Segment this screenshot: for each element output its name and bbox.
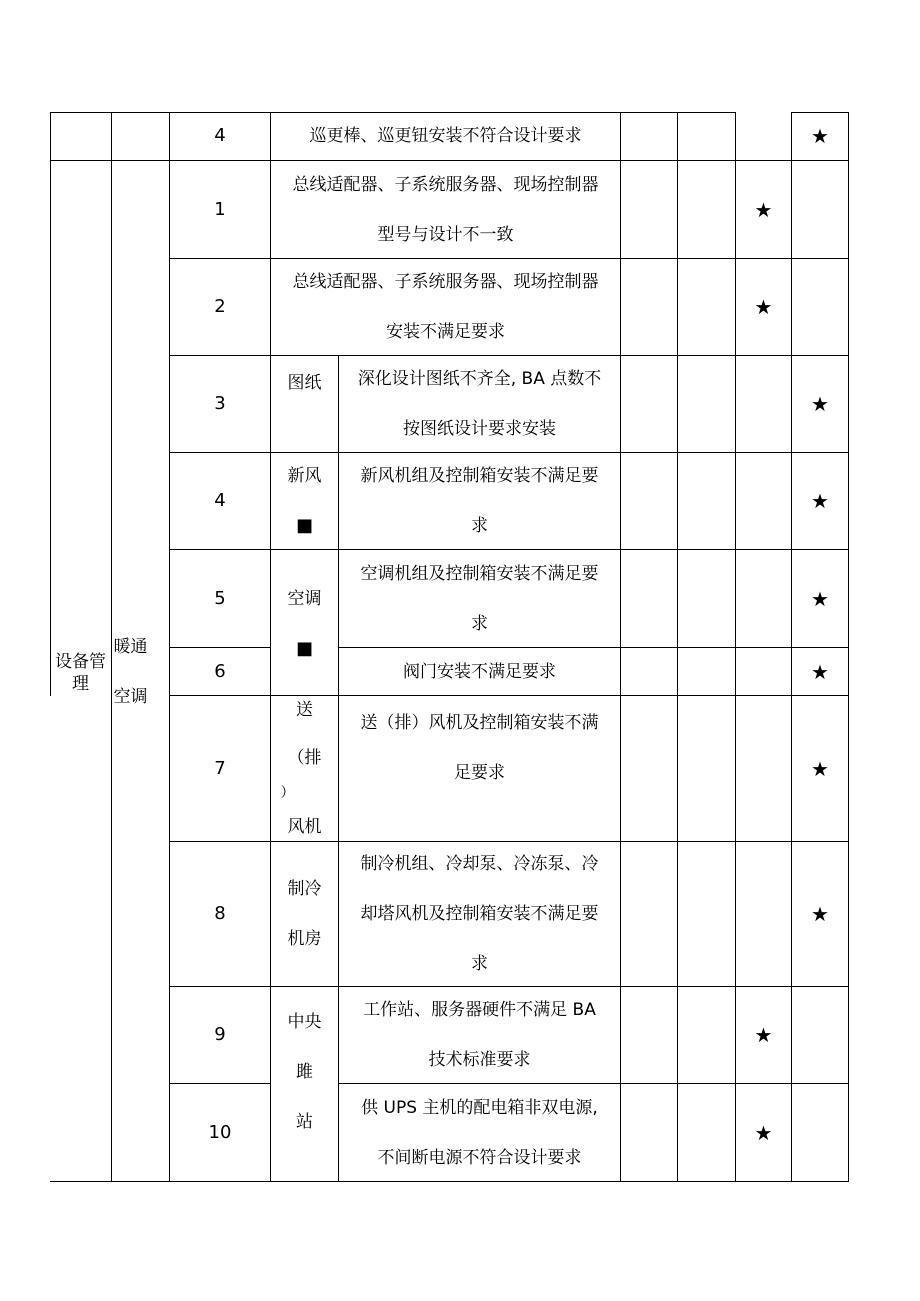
- star-mark: ★: [811, 124, 829, 148]
- row-description: 巡更棒、巡更钮安装不符合设计要求: [309, 126, 582, 146]
- subcategory-cell: [111, 622, 150, 722]
- row-number: 8: [214, 903, 226, 924]
- row-number: 2: [214, 296, 226, 317]
- subcategory-line2: 空调: [113, 687, 148, 707]
- col-line: [50, 112, 51, 696]
- star-mark: ★: [811, 902, 829, 926]
- row-description: 供 UPS 主机的配电箱非双电源, 不间断电源不符合设计要求: [361, 1097, 598, 1168]
- row-label: 制冷 机房: [287, 879, 322, 949]
- category-line1: 设备管: [55, 652, 106, 672]
- star-mark: ★: [811, 392, 829, 416]
- row-number: 3: [214, 393, 226, 414]
- row-description: 阀门安装不满足要求: [403, 661, 556, 682]
- row-description: 新风机组及控制箱安装不满足要 求: [360, 466, 599, 536]
- row-label: 送 （排 ） 风机: [280, 700, 322, 837]
- row-label: 空调 ■: [287, 589, 322, 659]
- subcategory-line1: 暖通: [113, 637, 148, 657]
- row-number: 6: [214, 660, 226, 682]
- col-line: [677, 112, 678, 1182]
- row-number: 10: [208, 1121, 232, 1143]
- star-mark: ★: [811, 489, 829, 513]
- row-number: 5: [214, 587, 226, 609]
- row-description: 总线适配器、子系统服务器、现场控制器 安装不满足要求: [292, 272, 599, 342]
- category-line2: 理: [72, 674, 89, 694]
- row-number: 7: [214, 757, 226, 779]
- star-mark: ★: [754, 197, 773, 222]
- row-label: 中央 雎 站: [287, 1012, 322, 1132]
- star-mark: ★: [754, 295, 773, 319]
- col-line: [620, 112, 621, 1182]
- row-number: 9: [214, 1024, 226, 1045]
- star-mark: ★: [811, 659, 829, 684]
- col-line: [791, 112, 792, 1182]
- row-label: 图纸: [287, 373, 322, 393]
- row-description: 工作站、服务器硬件不满足 BA 技术标准要求: [363, 1000, 596, 1070]
- row-label: 新风 ■: [287, 466, 322, 536]
- row-number: 4: [214, 125, 226, 146]
- star-mark: ★: [754, 1023, 773, 1047]
- star-mark: ★: [811, 586, 829, 611]
- category-cell: [50, 650, 111, 696]
- row-description: 总线适配器、子系统服务器、现场控制器 型号与设计不一致: [292, 174, 599, 245]
- row-description: 空调机组及控制箱安装不满足要 求: [360, 563, 599, 634]
- star-mark: ★: [754, 1120, 773, 1145]
- col-line: [848, 112, 849, 1182]
- star-mark: ★: [811, 756, 829, 781]
- row-description: 送（排）风机及控制箱安装不满 足要求: [360, 713, 599, 783]
- row-description: 制冷机组、冷却泵、冷冻泵、冷 却塔风机及控制箱安装不满足要 求: [360, 854, 599, 974]
- row-number: 1: [214, 198, 226, 220]
- row-number: 4: [214, 490, 226, 511]
- row-description: 深化设计图纸不齐全, BA 点数不 按图纸设计要求安装: [357, 369, 602, 439]
